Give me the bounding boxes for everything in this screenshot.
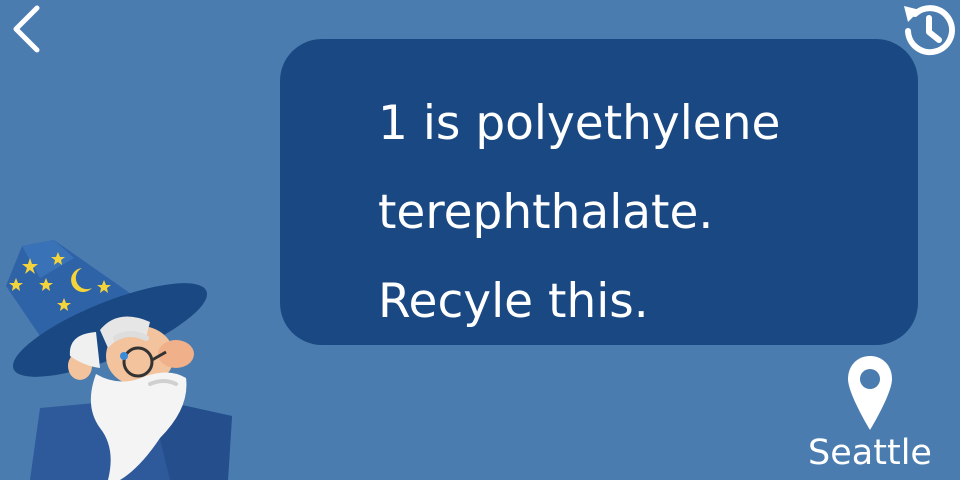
back-button[interactable] <box>4 2 48 56</box>
message-line: 1 is polyethylene <box>378 96 781 151</box>
location-label: Seattle <box>808 433 932 473</box>
message-line: Recyle this. <box>378 274 649 329</box>
location-button[interactable] <box>800 352 940 480</box>
message-line: terephthalate. <box>378 185 714 240</box>
map-pin-icon <box>844 352 896 434</box>
wizard-mascot-icon <box>0 238 240 480</box>
chevron-left-icon <box>4 2 48 56</box>
message-bubble <box>280 39 918 345</box>
wizard-mascot <box>0 238 240 480</box>
